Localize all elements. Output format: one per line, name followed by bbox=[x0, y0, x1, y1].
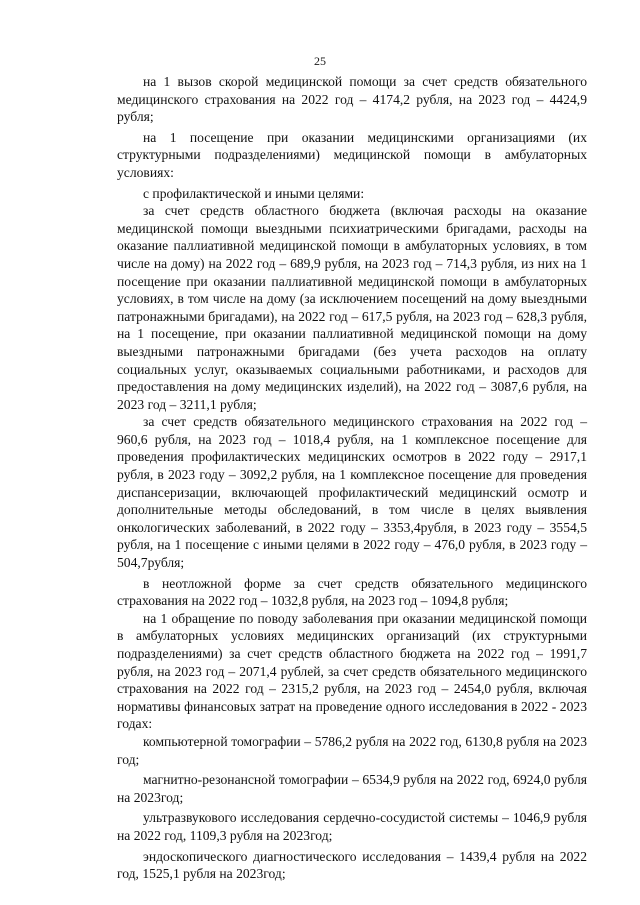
paragraph-regional-budget: за счет средств областного бюджета (включая расходы на оказание медицинской помощи выездными психиатрическими бригадами, расходы на оказание паллиативной медицинской помощи в амбулаторных условиях, в том числе на дому) на 2022 год – 689,9 рубля, на 2023 год – 714,3 рубля, из них на 1 посещение при оказании паллиативной медицинской помощи в амбулаторных условиях, в том числе на дому (за исключением посещений на дому выездными патронажными бригадами), на 2022 год – 617,5 рубля, на 2023 год – 628,3 рубля, на 1 посещение, при оказании паллиативной медицинской помощи на дому выездными патронажными бригадами (без учета расходов на оплату социальных услуг, оказываемых социальными работниками, и расходов для предоставления на дому медицинских изделий), на 2022 год – 3087,6 рубля, на 2023 год – 3211,1 рубля; bbox=[117, 203, 587, 412]
paragraph-endoscopy: эндоскопического диагностического исследования – 1439,4 рубля на 2022 год, 1525,1 рубля на 2023год; bbox=[117, 848, 587, 882]
paragraph-computed-tomography: компьютерной томографии – 5786,2 рубля на 2022 год, 6130,8 рубля на 2023 год; bbox=[117, 733, 587, 767]
paragraph-ambulance-call: на 1 вызов скорой медицинской помощи за счет средств обязательного медицинского страхования на 2022 год – 4174,2 рубля, на 2023 год – 4424,9 рубля; bbox=[117, 74, 587, 125]
paragraph-urgent-form: в неотложной форме за счет средств обязательного медицинского страхования на 2022 год – 1032,8 рубля, на 2023 год – 1094,8 рубля; bbox=[117, 575, 587, 609]
paragraph-preventive-purposes: с профилактической и иными целями: bbox=[143, 185, 365, 201]
paragraph-oms-funds: за счет средств обязательного медицинского страхования на 2022 год – 960,6 рубля, на 2023 год – 1018,4 рубля, на 1 комплексное посещение для проведения профилактических медицинских осмотров в 2022 году – 2917,1 рубля, в 2023 году – 3092,2 рубля, на 1 комплексное посещение для проведения диспансеризации, включающей профилактический медицинский осмотр и дополнительные методы обследований, в том числе в целях выявления онкологических заболеваний, в 2022 году – 3353,4рубля, в 2023 году – 3554,5 рубля, на 1 посещение с иными целями в 2022 году – 476,0 рубля, в 2023 году – 504,7рубля; bbox=[117, 414, 587, 571]
paragraph-ultrasound: ультразвукового исследования сердечно-сосудистой системы – 1046,9 рубля на 2022 год, 1109,3 рубля на 2023год; bbox=[117, 810, 587, 843]
document-body bbox=[117, 73, 587, 883]
paragraph-mri: магнитно-резонансной томографии – 6534,9 рубля на 2022 год, 6924,0 рубля на 2023год; bbox=[117, 772, 587, 805]
paragraph-outpatient-visit: на 1 посещение при оказании медицинскими организациями (их структурными подразделениями) медицинской помощи в амбулаторных условиях: bbox=[117, 129, 587, 180]
paragraph-disease-appeal: на 1 обращение по поводу заболевания при оказании медицинской помощи в амбулаторных условиях медицинских организаций (их структурными подразделениями) за счет средств областного бюджета на 2022 год – 1991,7 рубля, на 2023 год – 2071,4 рублей, за счет средств обязательного медицинского страхования на 2022 год – 2315,2 рубля, на 2023 год – 2454,0 рубля, включая нормативы финансовых затрат на проведение одного исследования в 2022 - 2023 годах: bbox=[117, 610, 587, 732]
page-number: 25 bbox=[314, 54, 326, 68]
